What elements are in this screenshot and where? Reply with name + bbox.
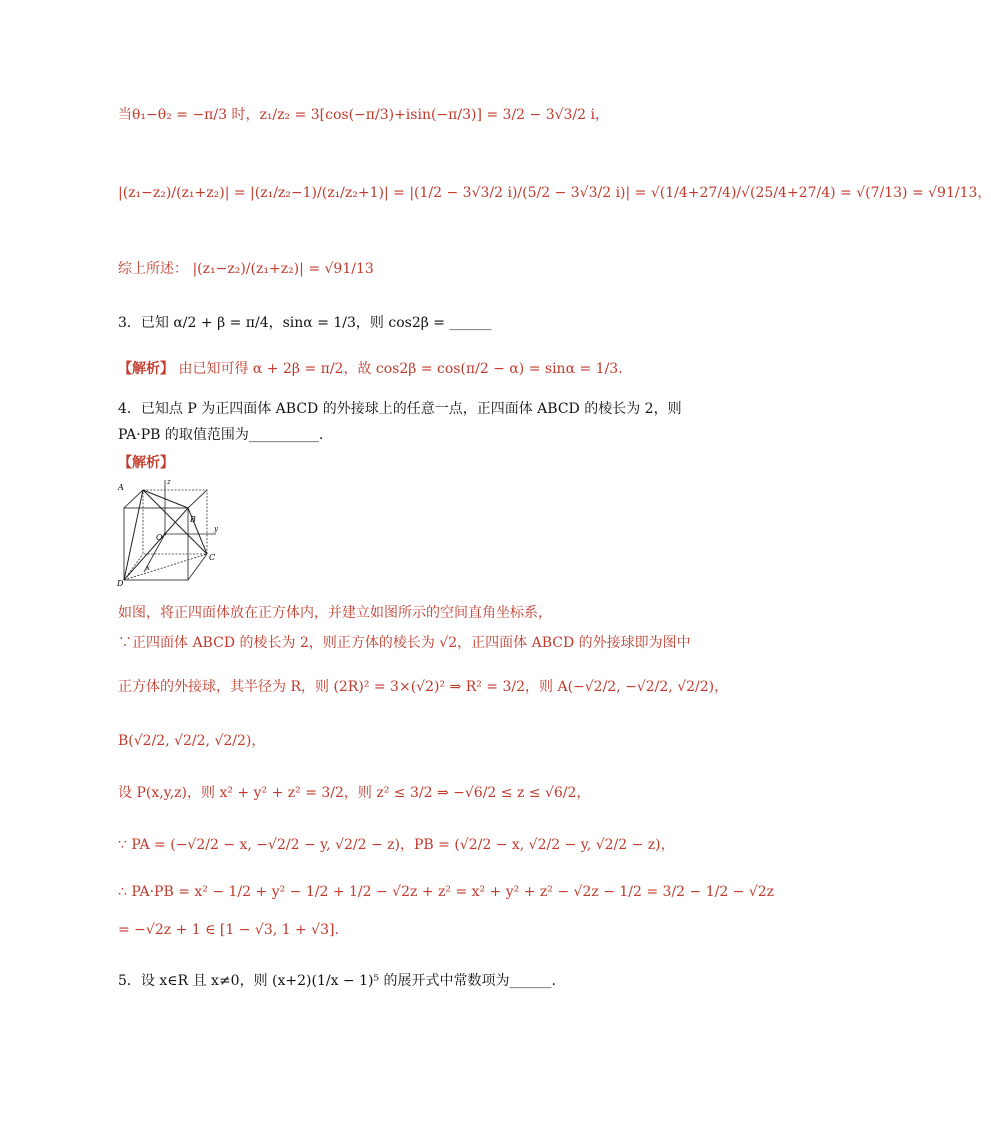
label-O: O [156, 533, 163, 542]
label-y: y [214, 525, 218, 533]
analysis-tag-3: 【解析】 [118, 361, 174, 377]
label-x: x [146, 564, 150, 572]
solution-s4: B(√2/2, √2/2, √2/2)， [118, 733, 266, 749]
analysis-tag-4: 【解析】 [118, 455, 174, 471]
label-C: C [209, 553, 216, 562]
line-l1: 当θ₁−θ₂ = −π/3 时，z₁/z₂ = 3[cos(−π/3)+isin(−π/3)] = 3/2 − 3√3/2 i， [118, 107, 609, 123]
solution-s3: 正方体的外接球，其半径为 R，则 (2R)² = 3×(√2)² ⇒ R² = 3/2，则 A(−√2/2, −√2/2, √2/2)， [118, 679, 729, 695]
solution-s6: ∵ PA = (−√2/2 − x, −√2/2 − y, √2/2 − z)，PB = (√2/2 − x, √2/2 − y, √2/2 − z)， [118, 837, 675, 853]
solution-s7: ∴ PA·PB = x² − 1/2 + y² − 1/2 + 1/2 − √2z + z² = x² + y² + z² − √2z − 1/2 = 3/2 − 1/2 − √2z [118, 884, 775, 900]
summary-label: 综上所述： [118, 261, 188, 277]
answer-3-text: 由已知可得 α + 2β = π/2，故 cos2β = cos(π/2 − α) = sinα = 1/3. [178, 361, 623, 377]
cube-figure [116, 476, 222, 588]
question-4-line2: PA·PB 的取值范围为__________. [118, 427, 324, 443]
summary-expr: |(z₁−z₂)/(z₁+z₂)| = √91/13 [192, 261, 374, 277]
label-z: z [167, 478, 171, 486]
label-D: D [117, 579, 124, 588]
solution-s1: 如图，将正四面体放在正方体内，并建立如图所示的空间直角坐标系， [118, 605, 552, 621]
cube-diagram [116, 476, 222, 588]
solution-s2: ∵正四面体 ABCD 的棱长为 2，则正方体的棱长为 √2，正四面体 ABCD 的外接球即为图中 [118, 635, 691, 651]
answer-3 [118, 358, 623, 378]
question-5: 5．设 x∈R 且 x≠0，则 (x+2)(1/x − 1)⁵ 的展开式中常数项为______. [118, 973, 556, 989]
solution-s8: = −√2z + 1 ∈ [1 − √3, 1 + √3]. [118, 922, 339, 938]
label-B: B [190, 515, 196, 524]
line-l2: |(z₁−z₂)/(z₁+z₂)| = |(z₁/z₂−1)/(z₁/z₂+1)| = |(1/2 − 3√3/2 i)/(5/2 − 3√3/2 i)| = √(1/4+27/4)/√(25/4+27/4) = √(7/13) = √91/13， [118, 185, 991, 201]
question-4-line1: 4．已知点 P 为正四面体 ABCD 的外接球上的任意一点，正四面体 ABCD 的棱长为 2，则 [118, 401, 682, 417]
question-3: 3．已知 α/2 + β = π/4，sinα = 1/3，则 cos2β = ______ [118, 315, 492, 331]
solution-s5: 设 P(x,y,z)，则 x² + y² + z² = 3/2，则 z² ≤ 3/2 ⇒ −√6/2 ≤ z ≤ √6/2， [118, 785, 591, 801]
line-l3 [118, 258, 374, 278]
label-A: A [118, 483, 124, 492]
